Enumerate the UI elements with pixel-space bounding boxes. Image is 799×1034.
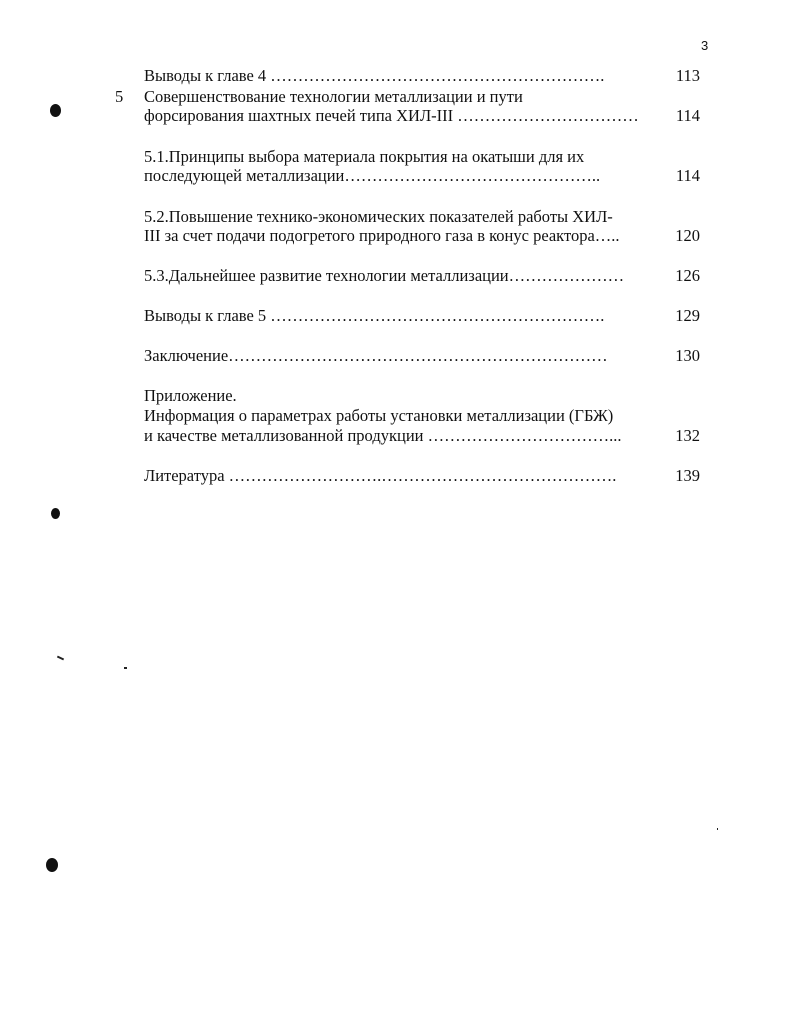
toc-entry-page: 132 bbox=[675, 426, 700, 445]
page-number: 3 bbox=[701, 38, 709, 53]
toc-entry-title: 5.2.Повышение технико-экономических показателей работы ХИЛ- bbox=[144, 207, 613, 226]
toc-chapter-number: 5 bbox=[115, 87, 124, 106]
toc-entry-title: 5.3.Дальнейшее развитие технологии металлизации………………… bbox=[144, 266, 625, 285]
toc-entry-page: 130 bbox=[675, 346, 700, 365]
scan-speck bbox=[124, 667, 127, 669]
toc-entry-title: Выводы к главе 5 ……………………………………………………. bbox=[144, 306, 605, 325]
toc-entry-title: и качестве металлизованной продукции ……………………………... bbox=[144, 426, 622, 445]
toc-entry-page: 126 bbox=[675, 266, 700, 285]
toc-entry-page: 139 bbox=[675, 466, 700, 485]
toc-entry-page: 129 bbox=[675, 306, 700, 325]
toc-entry-title: Выводы к главе 4 ……………………………………………………. bbox=[144, 66, 605, 85]
toc-entry-title: Приложение. bbox=[144, 386, 237, 405]
scan-speck bbox=[717, 828, 718, 830]
toc-entry-title: Информация о параметрах работы установки металлизации (ГБЖ) bbox=[144, 406, 614, 425]
toc-entry-page: 114 bbox=[675, 166, 700, 185]
toc-entry-title: последующей металлизации……………………………………….. bbox=[144, 166, 601, 185]
toc-entry-page: 114 bbox=[675, 106, 700, 125]
toc-entry-page: 113 bbox=[675, 66, 700, 85]
toc-entry-title: Заключение…………………………………………………………… bbox=[144, 346, 608, 365]
binder-hole-mark bbox=[51, 508, 60, 519]
scan-speck bbox=[57, 656, 64, 661]
toc-entry-title: Совершенствование технологии металлизации и пути bbox=[144, 87, 523, 106]
toc-entry-title: III за счет подачи подогретого природного газа в конус реактора….. bbox=[144, 226, 620, 245]
toc-entry-title: 5.1.Принципы выбора материала покрытия на окатыши для их bbox=[144, 147, 585, 166]
binder-hole-mark bbox=[50, 104, 61, 117]
toc-entry-page: 120 bbox=[675, 226, 700, 245]
binder-hole-mark bbox=[46, 858, 58, 872]
toc-entry-title: Литература ……………………….……………………………………. bbox=[144, 466, 617, 485]
toc-entry-title: форсирования шахтных печей типа ХИЛ-III …………………………… bbox=[144, 106, 639, 125]
